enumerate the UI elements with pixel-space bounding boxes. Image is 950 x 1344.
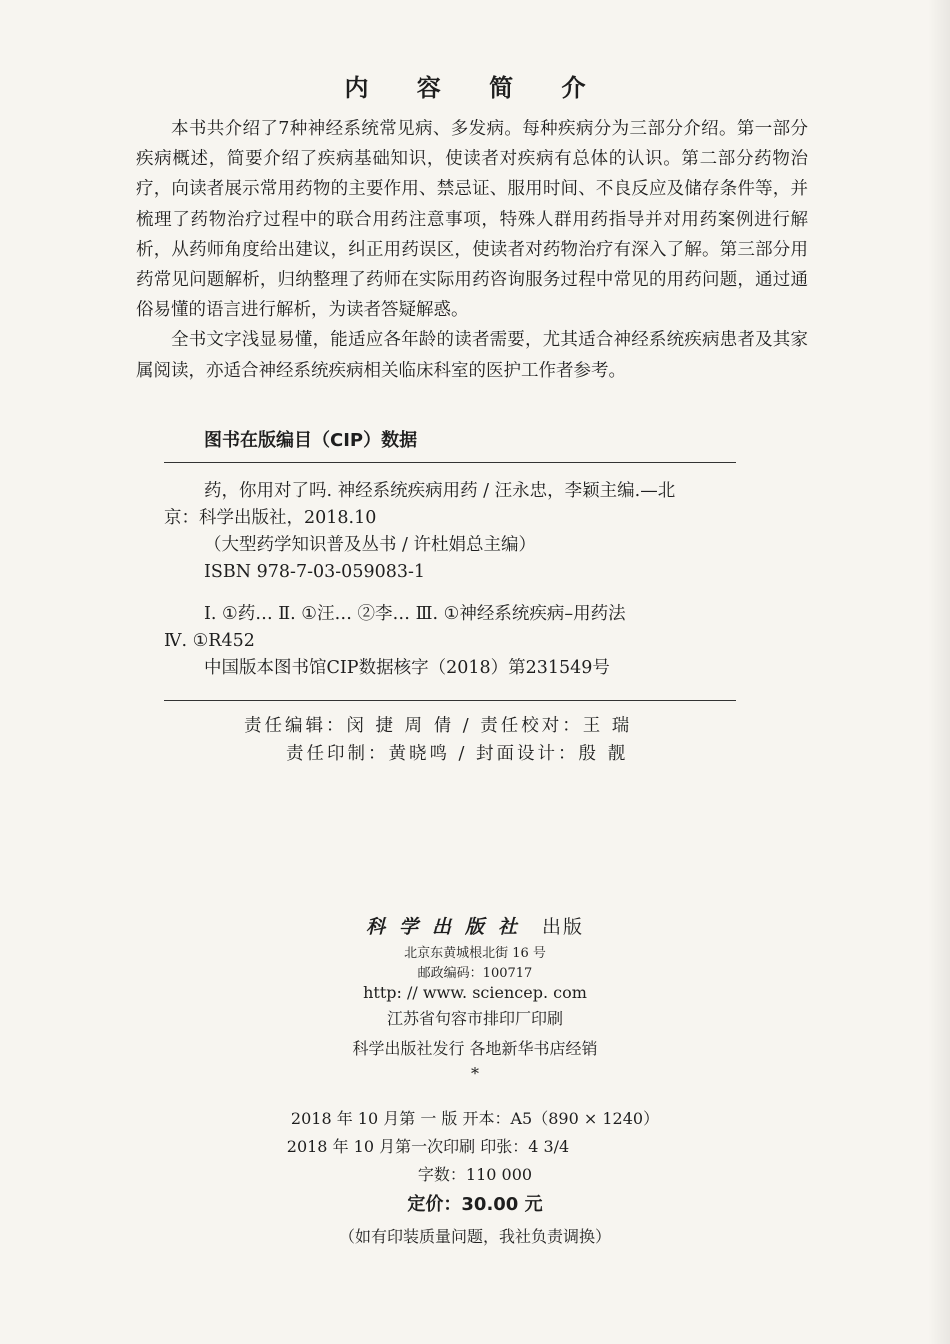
cip-series-line: （大型药学知识普及丛书 / 许杜娟总主编） (204, 535, 537, 555)
cip-heading: 图书在版编目（CIP）数据 (204, 430, 418, 451)
publisher-action: 出版 (542, 916, 585, 938)
page-title: 内 容 简 介 (344, 74, 606, 102)
publisher-address: 北京东黄城根北街 16 号 (404, 946, 546, 961)
distribution-line: 科学出版社发行 各地新华书店经销 (352, 1039, 598, 1058)
word-count: 字数：110 000 (417, 1165, 533, 1184)
cip-classification-1: Ⅰ. ①药… Ⅱ. ①汪… ②李… Ⅲ. ①神经系统疾病–用药法 (204, 604, 626, 624)
publisher-url: http: // www. sciencep. com (363, 983, 587, 1002)
cip-classification-block (164, 601, 764, 682)
staff-line-1: 责任编辑：闵 捷 周 倩 / 责任校对：王 瑞 (244, 716, 633, 736)
separator-star: * (471, 1064, 479, 1083)
cip-block (164, 478, 764, 586)
staff-line-2: 责任印制：黄晓鸣 / 封面设计：殷 靓 (286, 744, 629, 764)
edition-line: 2018 年 10 月第 一 版 开本：A5（890 × 1240） (290, 1109, 660, 1128)
publisher-name: 科学出版社 (365, 916, 531, 938)
price: 定价：30.00 元 (407, 1194, 543, 1215)
printing-line: 2018 年 10 月第一次印刷 印张：4 3/4 (286, 1137, 570, 1156)
cip-bottom-rule (164, 700, 736, 701)
printer-line: 江苏省句容市排印厂印刷 (386, 1009, 563, 1028)
cip-title-line: 药，你用对了吗. 神经系统疾病用药 / 汪永忠，李颖主编.—北 (204, 481, 676, 501)
cip-classification-2: Ⅳ. ①R452 (164, 631, 255, 651)
intro-paragraph-2: 全书文字浅显易懂，能适应各年龄的读者需要，尤其适合神经系统疾病患者及其家属阅读，亦适合神经系统疾病相关临床科室的医护工作者参考。 (136, 330, 808, 381)
intro-paragraph-1: 本书共介绍了7种神经系统常见病、多发病。每种疾病分为三部分介绍。第一部分疾病概述，简要介绍了疾病基础知识，使读者对疾病有总体的认识。第二部分药物治疗，向读者展示常用药物的主要作用、禁忌证、服用时间、不良反应及储存条件等，并梳理了药物治疗过程中的联合用药注意事项，特殊人群用药指导并对用药案例进行解析，从药师角度给出建议，纠正用药误区，使读者对药物治疗有深入了解。第三部分用药常见问题解析，归纳整理了药师在实际用药咨询服务过程中常见的用药问题，通过通俗易懂的语言进行解析，为读者答疑解惑。 (136, 119, 808, 321)
quality-note: （如有印装质量问题，我社负责调换） (338, 1227, 611, 1246)
publisher-postcode: 邮政编码：100717 (417, 966, 533, 981)
cip-publisher-line: 京：科学出版社，2018.10 (164, 508, 377, 528)
cip-record-number: 中国版本图书馆CIP数据核字（2018）第231549号 (204, 658, 610, 678)
publisher-line (0, 912, 950, 939)
cip-top-rule (164, 462, 736, 463)
cip-isbn: ISBN 978-7-03-059083-1 (204, 562, 426, 582)
intro-section (136, 114, 808, 386)
